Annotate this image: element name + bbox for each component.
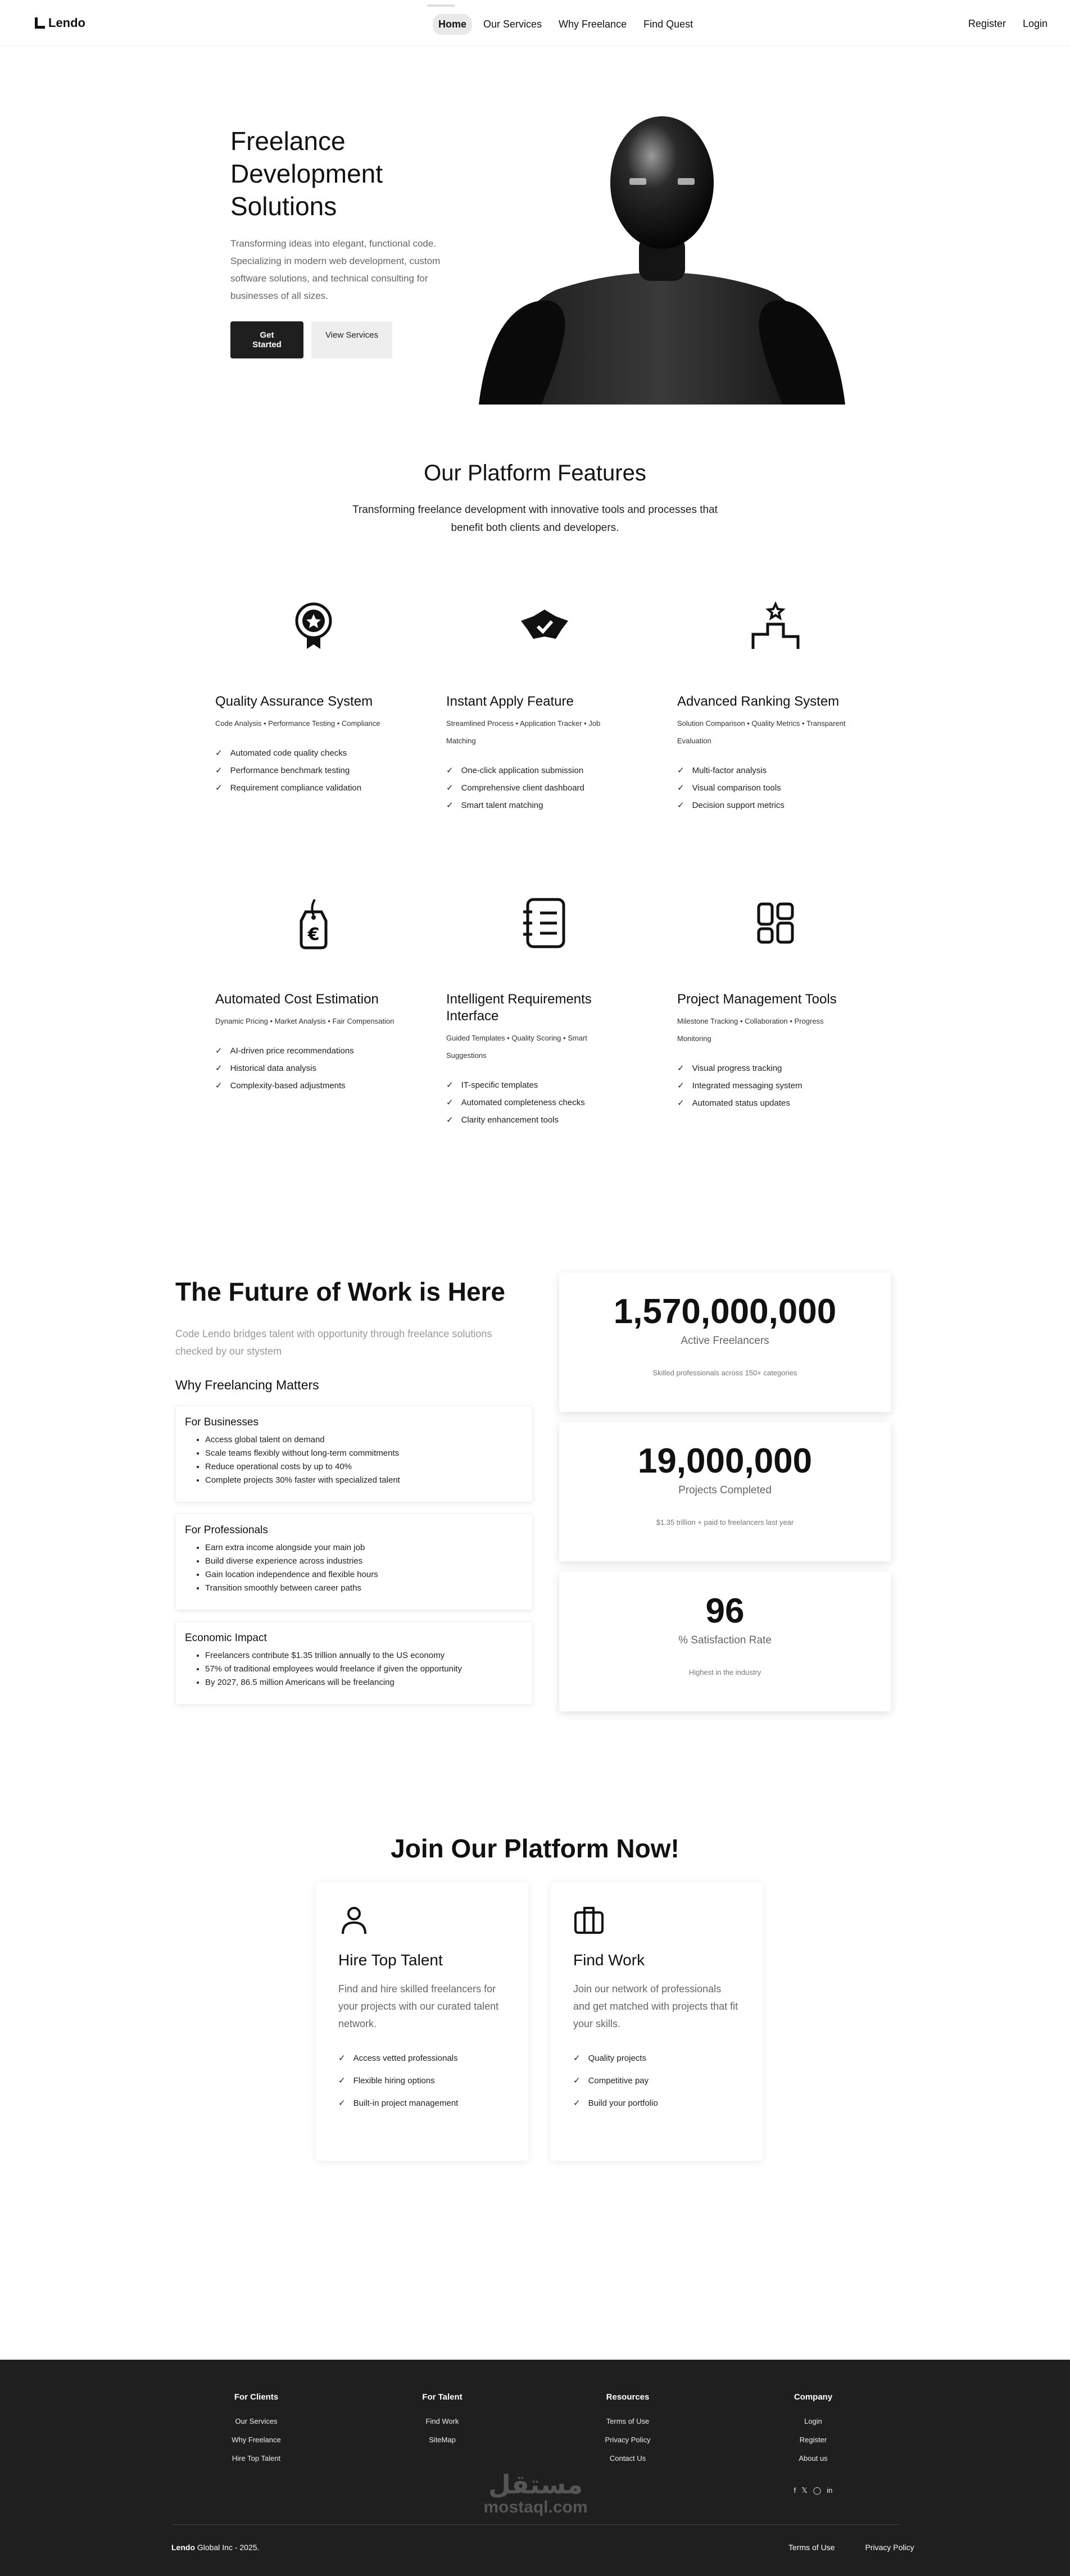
watermark-latin: mostaql.com [483, 2498, 588, 2516]
footer-divider [171, 2524, 899, 2525]
join-card-item: ✓ Competitive pay [573, 2070, 741, 2092]
footer-link[interactable]: SiteMap [429, 2436, 456, 2444]
feature-card [215, 597, 395, 797]
hero-title: Freelance Development Solutions [230, 126, 383, 221]
why-card-item: • Gain location independence and flexible hours [205, 1568, 523, 1582]
x-icon[interactable]: 𝕏 [801, 2486, 808, 2495]
briefcase-icon [573, 1903, 605, 1935]
award-star-icon [285, 597, 342, 653]
feature-bullet: ✓ Clarity enhancement tools [446, 1111, 626, 1129]
footer-privacy-link[interactable]: Privacy Policy [865, 2543, 914, 2552]
feature-bullet: ✓ One-click application submission [446, 762, 626, 779]
why-card-title: Economic Impact [185, 1632, 267, 1644]
feature-bullet: ✓ IT-specific templates [446, 1076, 626, 1094]
nav-link-why-freelance[interactable]: Why Freelance [559, 19, 627, 30]
footer-brand [171, 2543, 259, 2552]
top-navbar [0, 0, 1070, 46]
footer-link[interactable]: Hire Top Talent [232, 2454, 281, 2463]
footer-link[interactable]: Register [799, 2436, 827, 2444]
join-card-find-work[interactable] [551, 1882, 763, 2161]
feature-card [446, 597, 626, 814]
footer-column-title: Company [794, 2392, 833, 2402]
stat-card-satisfaction [559, 1572, 891, 1711]
feature-bullet: ✓ Visual comparison tools [677, 779, 857, 797]
join-title: Join Our Platform Now! [391, 1834, 679, 1863]
feature-tags: Code Analysis • Performance Testing • Compliance [215, 719, 380, 728]
join-card-title: Find Work [573, 1951, 645, 1969]
join-card-item: ✓ Access vetted professionals [338, 2047, 506, 2070]
facebook-icon[interactable]: f [794, 2486, 796, 2495]
drag-handle [427, 4, 455, 7]
feature-card [215, 895, 395, 1094]
footer-column-company [757, 2392, 869, 2500]
feature-bullet: ✓ Comprehensive client dashboard [446, 779, 626, 797]
why-card-item: • Earn extra income alongside your main job [205, 1541, 523, 1555]
stat-card-freelancers [559, 1273, 891, 1412]
footer-link[interactable]: Login [804, 2417, 822, 2425]
feature-bullet: ✓ Automated completeness checks [446, 1094, 626, 1111]
footer-column-clients [200, 2392, 312, 2468]
why-card-item: • Transition smoothly between career paths [205, 1582, 523, 1595]
feature-bullet: ✓ Integrated messaging system [677, 1077, 857, 1094]
footer-link[interactable]: About us [799, 2454, 828, 2463]
linkedin-icon[interactable]: in [827, 2486, 833, 2495]
footer-column-title: For Clients [234, 2392, 279, 2402]
join-card-item: ✓ Flexible hiring options [338, 2070, 506, 2092]
site-footer [0, 2360, 1070, 2576]
feature-bullet: ✓ Requirement compliance validation [215, 779, 395, 797]
stat-label: % Satisfaction Rate [678, 1634, 772, 1646]
feature-title: Advanced Ranking System [677, 694, 840, 709]
why-card-item: • By 2027, 86.5 million Americans will be freelancing [205, 1676, 523, 1689]
stat-subtext: Skilled professionals across 150+ categories [652, 1369, 797, 1377]
stat-number: 19,000,000 [637, 1442, 813, 1480]
svg-text:€: € [307, 925, 320, 944]
feature-bullet: ✓ Performance benchmark testing [215, 762, 395, 779]
footer-terms-link[interactable]: Terms of Use [788, 2543, 835, 2552]
nav-links [433, 14, 699, 35]
why-card-item: • Access global talent on demand [205, 1433, 523, 1447]
stat-label: Active Freelancers [681, 1335, 769, 1347]
why-card-item: • Freelancers contribute $1.35 trillion annually to the US economy [205, 1649, 523, 1662]
register-link[interactable]: Register [968, 18, 1006, 29]
get-started-button[interactable]: Get Started [230, 321, 303, 358]
footer-link[interactable]: Terms of Use [606, 2417, 650, 2425]
feature-tags: Guided Templates • Quality Scoring • Smart Suggestions [446, 1034, 587, 1060]
brand-name: Lendo [48, 16, 85, 30]
footer-link[interactable]: Find Work [425, 2417, 459, 2425]
footer-brand-name: Lendo [171, 2543, 195, 2552]
why-card-economic-impact [175, 1621, 533, 1705]
watermark-arabic: مستقل [488, 2470, 583, 2499]
join-card-item: ✓ Build your portfolio [573, 2092, 741, 2115]
brand-logo[interactable] [35, 16, 85, 30]
why-freelancing-title: Why Freelancing Matters [175, 1378, 319, 1392]
logo-mark-icon [35, 17, 45, 29]
feature-bullet: ✓ Visual progress tracking [677, 1060, 857, 1077]
feature-card [677, 597, 857, 814]
feature-title: Automated Cost Estimation [215, 992, 379, 1007]
hero-description: Transforming ideas into elegant, functional code. Specializing in modern web development, custom software solutions, and technical consulting for businesses of all sizes. [230, 238, 441, 301]
stat-subtext: Highest in the industry [688, 1668, 761, 1677]
feature-bullet: ✓ Smart talent matching [446, 797, 626, 814]
stat-label: Projects Completed [678, 1484, 772, 1496]
feature-tags: Dynamic Pricing • Market Analysis • Fair Compensation [215, 1017, 395, 1025]
future-title: The Future of Work is Here [175, 1277, 506, 1306]
footer-link[interactable]: Contact Us [609, 2454, 646, 2463]
feature-bullet: ✓ AI-driven price recommendations [215, 1042, 395, 1060]
why-card-businesses [175, 1406, 533, 1502]
feature-title: Quality Assurance System [215, 694, 373, 709]
footer-column-resources [572, 2392, 684, 2468]
why-card-item: • Build diverse experience across industries [205, 1555, 523, 1568]
feature-card [677, 895, 857, 1112]
join-card-title: Hire Top Talent [338, 1951, 443, 1969]
join-card-description: Join our network of professionals and get matched with projects that fit your skills. [573, 1983, 738, 2029]
nav-link-our-services[interactable]: Our Services [483, 19, 542, 30]
footer-link[interactable]: Our Services [235, 2417, 278, 2425]
why-card-item: • Scale teams flexibly without long-term commitments [205, 1447, 523, 1460]
footer-link[interactable]: Why Freelance [232, 2436, 281, 2444]
why-card-item: • Reduce operational costs by up to 40% [205, 1460, 523, 1474]
nav-link-find-quest[interactable]: Find Quest [643, 19, 693, 30]
why-card-professionals [175, 1514, 533, 1610]
social-links [757, 2481, 869, 2500]
stat-card-projects [559, 1422, 891, 1561]
footer-copyright: Global Inc - 2025. [197, 2543, 260, 2552]
verified-badge-icon [516, 597, 573, 653]
join-card-description: Find and hire skilled freelancers for your projects with our curated talent network. [338, 1983, 499, 2029]
feature-bullet: ✓ Decision support metrics [677, 797, 857, 814]
footer-column-title: Resources [606, 2392, 650, 2402]
stat-subtext: $1.35 trillion + paid to freelancers last year [656, 1518, 794, 1526]
feature-tags: Streamlined Process • Application Tracker • Job Matching [446, 719, 601, 745]
why-card-title: For Businesses [185, 1416, 259, 1428]
why-card-item: • 57% of traditional employees would freelance if given the opportunity [205, 1662, 523, 1676]
join-card-item: ✓ Quality projects [573, 2047, 741, 2070]
feature-card [446, 895, 626, 1129]
why-card-item: • Complete projects 30% faster with specialized talent [205, 1474, 523, 1487]
dashboard-blocks-icon [747, 895, 804, 951]
euro-price-tag-icon [285, 895, 342, 951]
feature-bullet: ✓ Multi-factor analysis [677, 762, 857, 779]
feature-title: Intelligent Requirements Interface [446, 992, 592, 1024]
ranking-podium-icon [747, 597, 804, 653]
feature-bullet: ✓ Automated code quality checks [215, 744, 395, 762]
why-card-title: For Professionals [185, 1524, 268, 1536]
footer-column-talent [386, 2392, 498, 2449]
user-icon [338, 1903, 370, 1935]
notebook-list-icon [516, 895, 573, 951]
stat-number: 1,570,000,000 [613, 1292, 837, 1331]
feature-title: Instant Apply Feature [446, 694, 574, 709]
mostaql-watermark [471, 2471, 600, 2517]
features-title: Our Platform Features [424, 461, 646, 485]
stat-number: 96 [705, 1592, 745, 1630]
feature-bullet: ✓ Automated status updates [677, 1094, 857, 1112]
hero-section [230, 125, 478, 358]
feature-tags: Solution Comparison • Quality Metrics • Transparent Evaluation [677, 719, 846, 745]
robot-hero-image [479, 115, 845, 405]
features-subtitle: Transforming freelance development with innovative tools and processes that benefit both clients and developers. [352, 504, 718, 534]
instagram-icon[interactable]: ◯ [813, 2486, 822, 2495]
feature-bullet: ✓ Complexity-based adjustments [215, 1077, 395, 1094]
login-link[interactable]: Login [1022, 18, 1048, 29]
join-card-hire[interactable] [316, 1882, 528, 2161]
feature-title: Project Management Tools [677, 992, 837, 1007]
join-card-item: ✓ Built-in project management [338, 2092, 506, 2115]
footer-column-title: For Talent [422, 2392, 463, 2402]
future-description: Code Lendo bridges talent with opportunity through freelance solutions checked by our stystem [175, 1328, 492, 1357]
view-services-button[interactable]: View Services [311, 321, 392, 358]
nav-link-home[interactable]: Home [433, 14, 472, 35]
feature-tags: Milestone Tracking • Collaboration • Progress Monitoring [677, 1017, 824, 1043]
feature-bullet: ✓ Historical data analysis [215, 1060, 395, 1077]
footer-link[interactable]: Privacy Policy [605, 2436, 651, 2444]
